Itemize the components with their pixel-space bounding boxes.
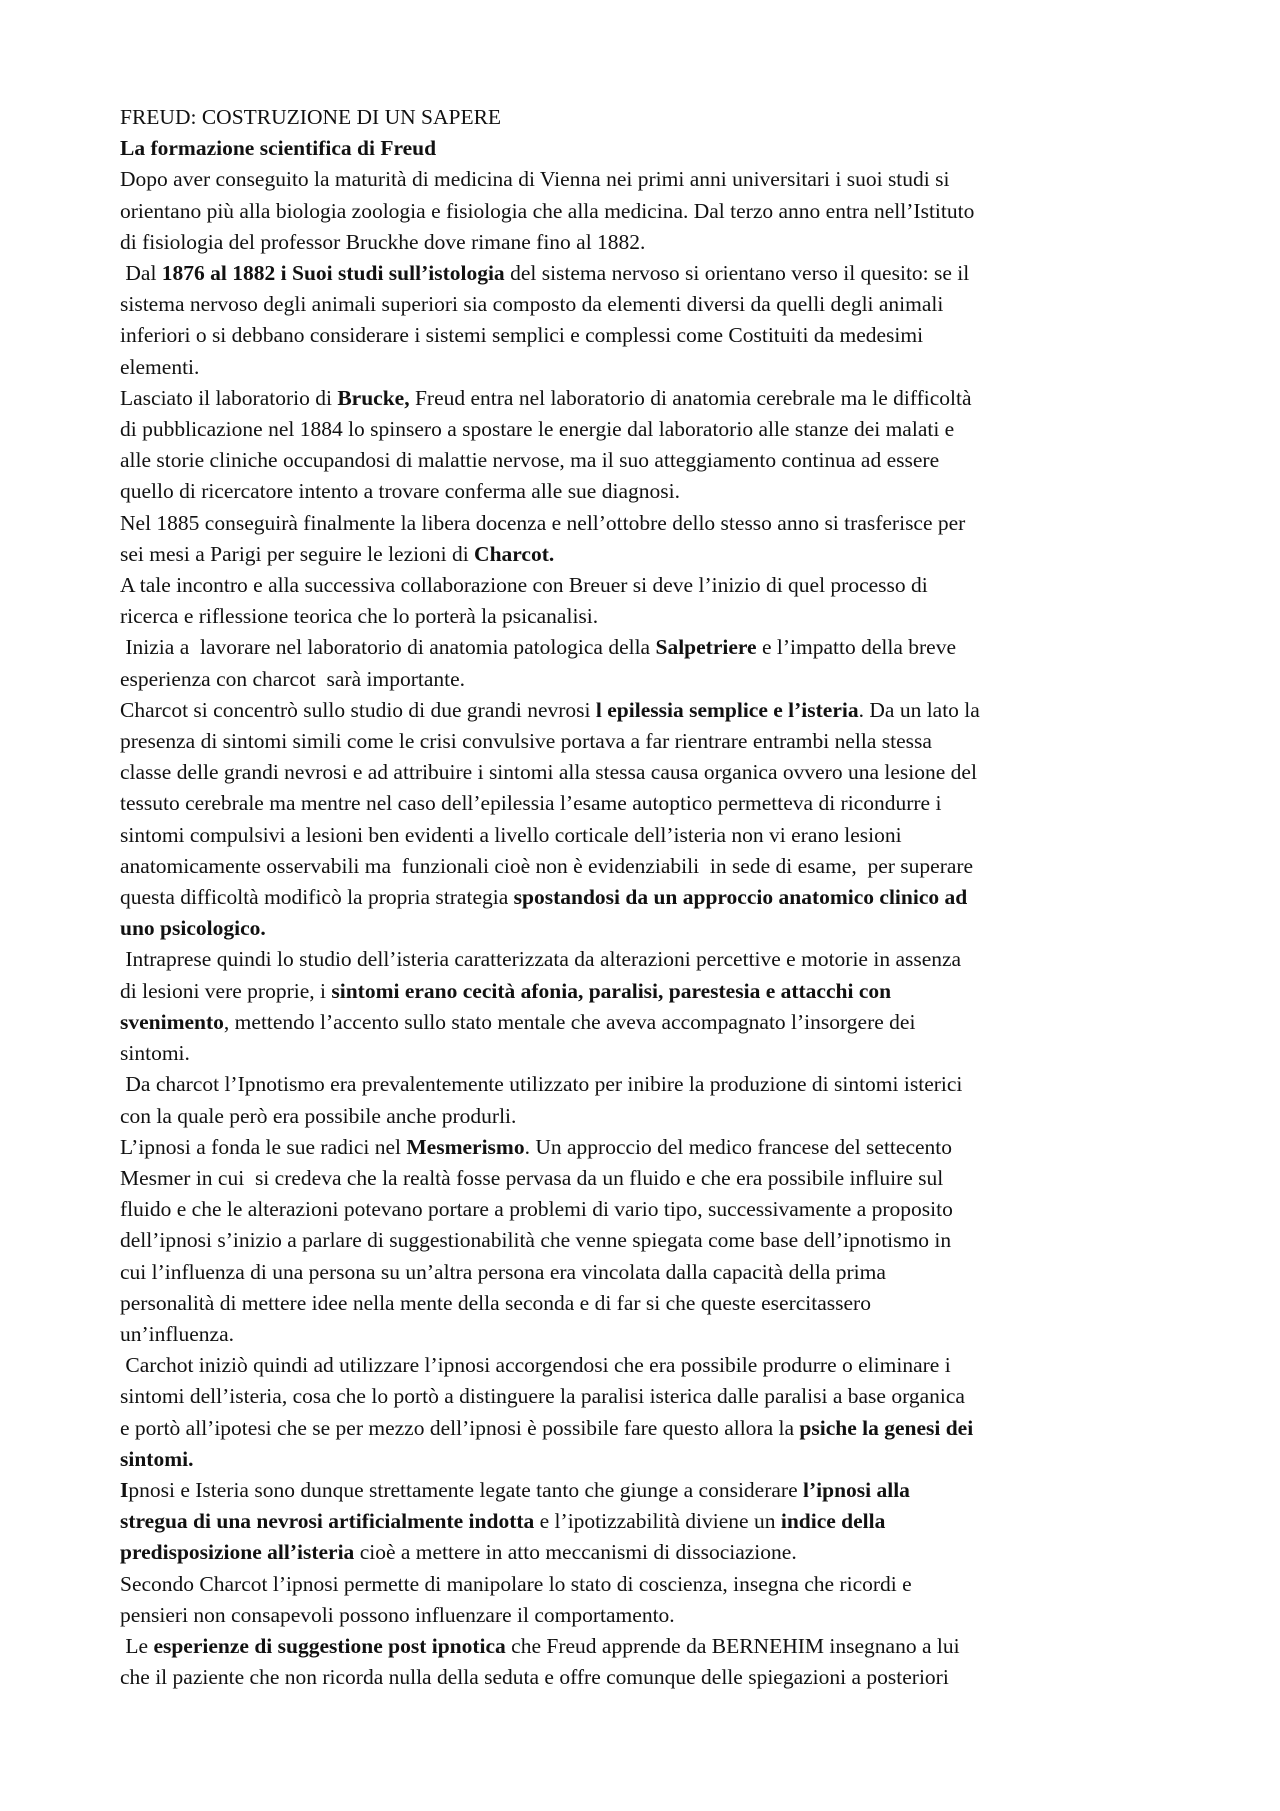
text-run: e l’ipotizzabilità diviene un [534, 1509, 781, 1534]
text-run: , mettendo l’accento sullo stato mentale che aveva accompagnato l’insorgere dei [223, 1009, 916, 1034]
bold-text: 1876 al 1882 i Suoi studi sull’istologia [161, 261, 505, 286]
bold-text: I [120, 1477, 129, 1502]
text-run: con la quale però era possibile anche produrli. [120, 1103, 517, 1128]
text-run: che Freud apprende da BERNEHIM insegnano a lui [505, 1633, 960, 1658]
text-run: e portò all’ipotesi che se per mezzo dell’ipnosi è possibile fare questo allora la [120, 1415, 800, 1440]
section-heading-text: La formazione scientifica di Freud [120, 136, 437, 161]
document-title: FREUD: COSTRUZIONE DI UN SAPERE [120, 105, 502, 129]
text-run: fluido e che le alterazioni potevano portare a problemi di vario tipo, successivamente a proposito [120, 1197, 953, 1222]
text-run: e l’impatto della breve [756, 635, 956, 660]
text-run: Secondo Charcot l’ipnosi permette di manipolare lo stato di coscienza, insegna che ricordi e [120, 1571, 912, 1596]
text-run: quello di ricercatore intento a trovare conferma alle sue diagnosi. [120, 479, 680, 504]
text-run: pensieri non consapevoli possono influenzare il comportamento. [120, 1602, 675, 1627]
text-run: questa difficoltà modificò la propria strategia [120, 885, 514, 910]
paragraph [120, 632, 1170, 694]
text-run: Intraprese quindi lo studio dell’isteria caratterizzata da alterazioni percettive e motorie in assenza [120, 947, 962, 972]
bold-text: uno psicologico. [120, 916, 266, 941]
text-run: un’influenza. [120, 1321, 235, 1346]
text-run: di lesioni vere proprie, i [120, 978, 332, 1003]
bold-text: l epilessia semplice e l’isteria [595, 697, 859, 722]
paragraph [120, 1069, 1170, 1131]
text-run: di pubblicazione nel 1884 lo spinsero a spostare le energie dal laboratorio alle stanze dei malati e [120, 417, 955, 442]
text-run: cui l’influenza di una persona su un’altra persona era vincolata dalla capacità della prima [120, 1259, 886, 1284]
paragraph [120, 383, 1170, 508]
text-run: inferiori o si debbano considerare i sistemi semplici e complessi come Costituiti da medesimi [120, 323, 924, 348]
text-run: che il paziente che non ricorda nulla della seduta e offre comunque delle spiegazioni a posteriori [120, 1665, 949, 1690]
bold-text: predisposizione all’isteria [120, 1540, 355, 1565]
text-run: Nel 1885 conseguirà finalmente la libera docenza e nell’ottobre dello stesso anno si trasferisce per [120, 510, 966, 535]
paragraph [120, 1569, 1170, 1631]
document-page [120, 102, 1170, 1693]
text-run: presenza di sintomi simili come le crisi convulsive portava a far rientrare entrambi nella stessa [120, 729, 932, 754]
bold-text: l’ipnosi alla [803, 1477, 910, 1502]
paragraph [120, 258, 1170, 383]
bold-text: svenimento [120, 1009, 224, 1034]
text-run: personalità di mettere idee nella mente della seconda e di far si che queste esercitassero [120, 1290, 871, 1315]
paragraph [120, 695, 1170, 945]
bold-text: spostandosi da un approccio anatomico clinico ad [513, 885, 968, 910]
text-run: dell’ipnosi s’inizio a parlare di suggestionabilità che venne spiegata come base dell’ipnotismo in [120, 1228, 952, 1253]
text-run: A tale incontro e alla successiva collaborazione con Breuer si deve l’inizio di quel processo di [120, 573, 928, 598]
text-run: sintomi dell’isteria, cosa che lo portò a distinguere la paralisi isterica dalle paralisi a base organica [120, 1384, 965, 1409]
text-run: di fisiologia del professor Bruckhe dove rimane fino al 1882. [120, 229, 646, 254]
bold-text: Mesmerismo [406, 1134, 525, 1159]
text-run: Dopo aver conseguito la maturità di medicina di Vienna nei primi anni universitari i suoi studi si [120, 167, 950, 192]
text-run: Dal [120, 261, 162, 286]
bold-text: indice della [780, 1509, 886, 1534]
text-run: tessuto cerebrale ma mentre nel caso dell’epilessia l’esame autoptico permetteva di ricondurre i [120, 791, 942, 816]
text-run: . Un approccio del medico francese del settecento [524, 1134, 953, 1159]
document-body [120, 164, 1170, 1693]
text-run: alle storie cliniche occupandosi di malattie nervose, ma il suo atteggiamento continua ad essere [120, 448, 940, 473]
paragraph [120, 1631, 1170, 1693]
text-run: Carchot iniziò quindi ad utilizzare l’ipnosi accorgendosi che era possibile produrre o eliminare i [120, 1353, 951, 1378]
text-run: sintomi compulsivi a lesioni ben evidenti a livello corticale dell’isteria non vi erano lesioni [120, 822, 902, 847]
text-run: Le [120, 1633, 154, 1658]
bold-text: Brucke, [337, 385, 410, 410]
text-run: Mesmer in cui si credeva che la realtà fosse pervasa da un fluido e che era possibile influire sul [120, 1165, 944, 1190]
text-run: L’ipnosi a fonda le sue radici nel [120, 1134, 407, 1159]
text-run: Charcot si concentrò sullo studio di due grandi nevrosi [120, 697, 596, 722]
text-run: sistema nervoso degli animali superiori sia composto da elementi diversi da quelli degli animali [120, 292, 944, 317]
paragraph [120, 944, 1170, 1069]
bold-text: Charcot. [474, 541, 555, 566]
text-run: Freud entra nel laboratorio di anatomia cerebrale ma le difficoltà [409, 385, 972, 410]
bold-text: sintomi. [120, 1446, 194, 1471]
text-run: anatomicamente osservabili ma funzionali cioè non è evidenziabili in sede di esame, per superare [120, 853, 974, 878]
bold-text: esperienze di suggestione post ipnotica [153, 1633, 506, 1658]
paragraph [120, 1132, 1170, 1350]
text-run: esperienza con charcot sarà importante. [120, 666, 466, 691]
paragraph [120, 570, 1170, 632]
bold-text: sintomi erano cecità afonia, paralisi, parestesia e attacchi con [331, 978, 892, 1003]
text-run: pnosi e Isteria sono dunque strettamente legate tanto che giunge a considerare [128, 1477, 803, 1502]
text-run: del sistema nervoso si orientano verso il quesito: se il [504, 261, 970, 286]
text-run: ricerca e riflessione teorica che lo porterà la psicanalisi. [120, 604, 599, 629]
text-run: cioè a mettere in atto meccanismi di dissociazione. [354, 1540, 797, 1565]
text-run: orientano più alla biologia zoologia e fisiologia che alla medicina. Dal terzo anno entra nell’Istituto [120, 198, 975, 223]
text-run: sei mesi a Parigi per seguire le lezioni di [120, 541, 475, 566]
paragraph [120, 1475, 1170, 1569]
bold-text: stregua di una nevrosi artificialmente indotta [120, 1509, 535, 1534]
paragraph [120, 1350, 1170, 1475]
text-run: sintomi. [120, 1041, 190, 1066]
paragraph [120, 164, 1170, 258]
paragraph [120, 508, 1170, 570]
text-run: elementi. [120, 354, 200, 379]
text-run: classe delle grandi nevrosi e ad attribuire i sintomi alla stessa causa organica ovvero una lesione del [120, 760, 977, 785]
section-heading [120, 133, 1170, 164]
bold-text: Salpetriere [655, 635, 757, 660]
text-run: Inizia a lavorare nel laboratorio di anatomia patologica della [120, 635, 656, 660]
text-run: Lasciato il laboratorio di [120, 385, 338, 410]
bold-text: psiche la genesi dei [799, 1415, 974, 1440]
text-run: . Da un lato la [858, 697, 980, 722]
text-run: Da charcot l’Ipnotismo era prevalentemente utilizzato per inibire la produzione di sintomi isterici [120, 1072, 963, 1097]
